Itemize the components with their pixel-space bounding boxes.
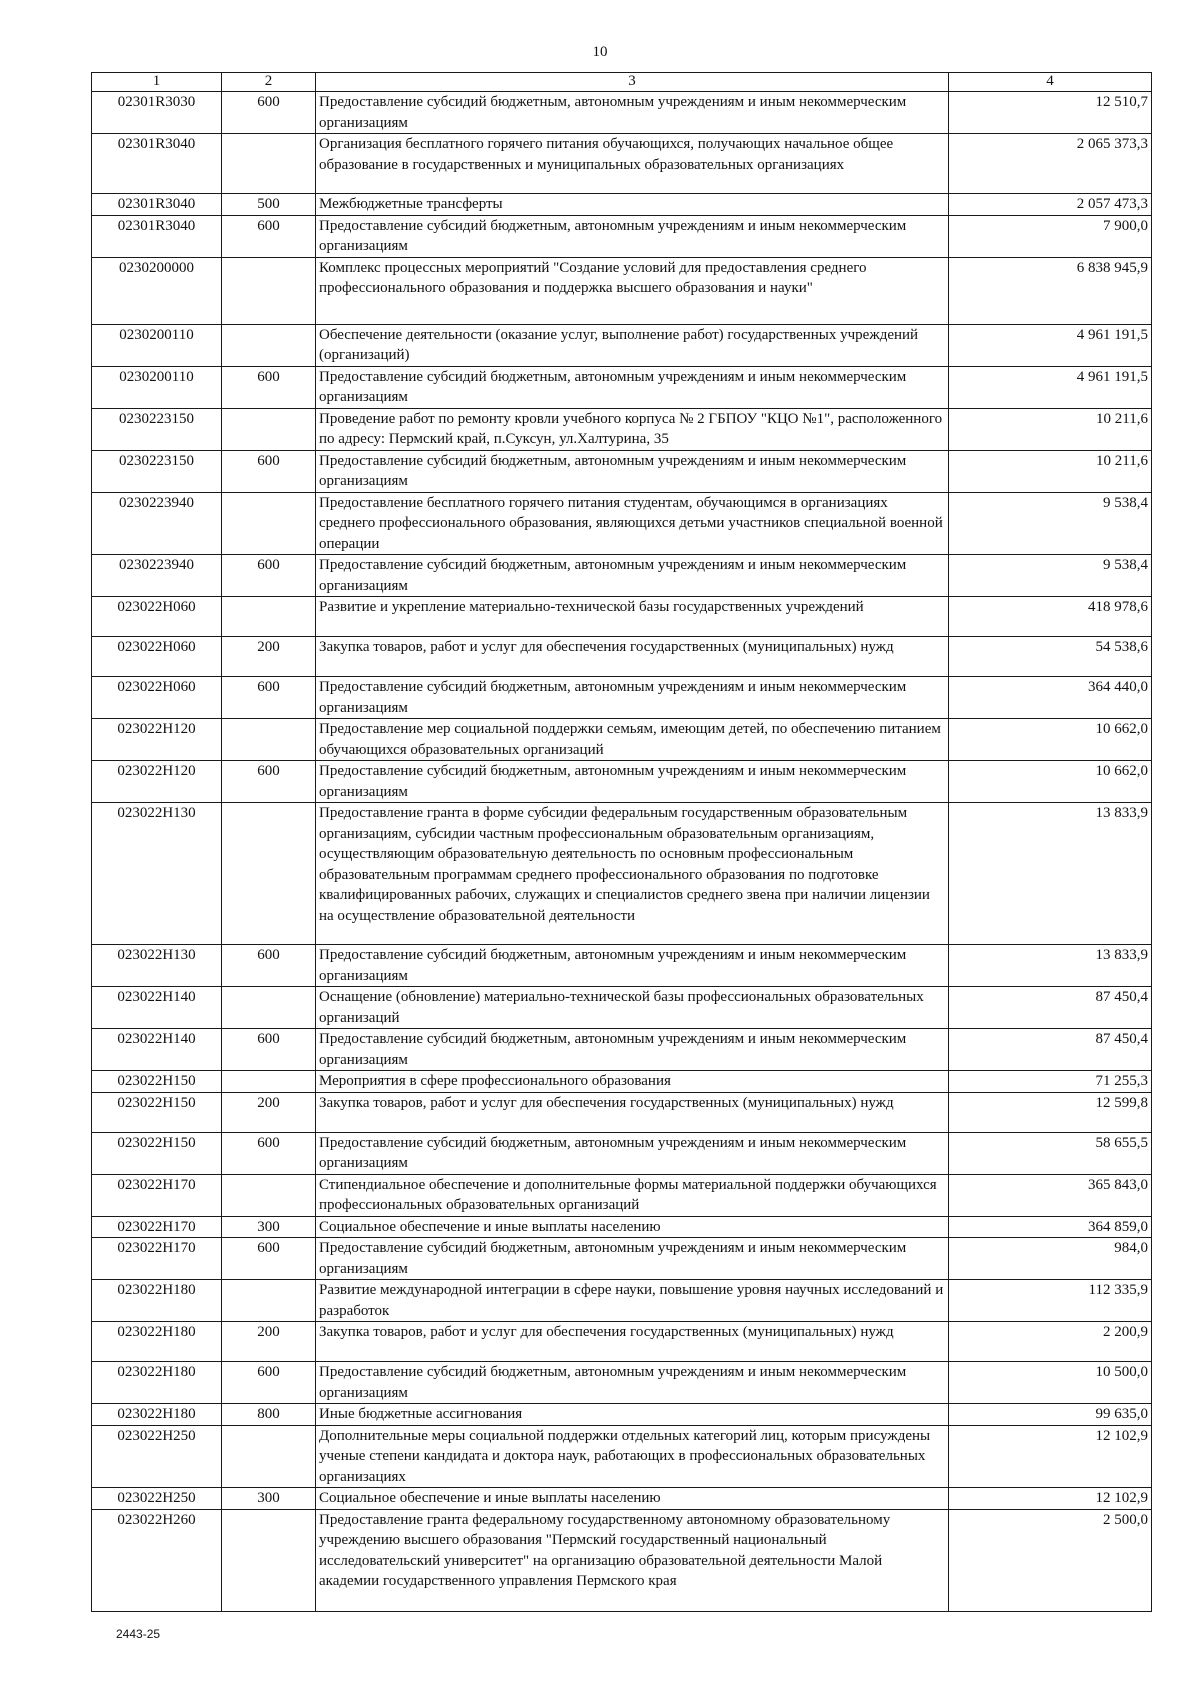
row-description: Закупка товаров, работ и услуг для обеспечения государственных (муниципальных) нужд <box>316 1092 949 1132</box>
table-body <box>92 92 1152 1612</box>
row-amount: 10 211,6 <box>949 450 1152 492</box>
row-expense-type <box>222 597 316 637</box>
row-description: Предоставление субсидий бюджетным, автономным учреждениям и иным некоммерческим организациям <box>316 1238 949 1280</box>
row-description: Закупка товаров, работ и услуг для обеспечения государственных (муниципальных) нужд <box>316 1322 949 1362</box>
row-code: 023022Н170 <box>92 1174 222 1216</box>
row-code: 023022Н150 <box>92 1092 222 1132</box>
row-description: Предоставление гранта федеральному государственному автономному образовательному учреждению высшего образования "Пермский государственный национальный исследовательский университет" на организацию образовательной деятельности Малой академии государственного управления Пермского края <box>316 1509 949 1611</box>
row-description: Организация бесплатного горячего питания обучающихся, получающих начальное общее образование в государственных и муниципальных образовательных организациях <box>316 134 949 194</box>
table-row <box>92 450 1152 492</box>
table-row <box>92 134 1152 194</box>
row-description: Обеспечение деятельности (оказание услуг, выполнение работ) государственных учреждений (организаций) <box>316 324 949 366</box>
row-code: 023022Н180 <box>92 1322 222 1362</box>
column-header-4: 4 <box>949 73 1152 92</box>
row-code: 023022Н140 <box>92 1029 222 1071</box>
row-code: 023022Н180 <box>92 1404 222 1426</box>
row-description: Социальное обеспечение и иные выплаты населению <box>316 1216 949 1238</box>
row-expense-type: 200 <box>222 637 316 677</box>
row-amount: 12 102,9 <box>949 1488 1152 1510</box>
row-expense-type <box>222 1280 316 1322</box>
row-amount: 364 859,0 <box>949 1216 1152 1238</box>
row-code: 02301R3040 <box>92 215 222 257</box>
row-description: Предоставление субсидий бюджетным, автономным учреждениям и иным некоммерческим организациям <box>316 945 949 987</box>
document-code: 2443-25 <box>116 1627 161 1641</box>
table-row <box>92 1404 1152 1426</box>
row-description: Мероприятия в сфере профессионального образования <box>316 1071 949 1093</box>
row-expense-type: 300 <box>222 1488 316 1510</box>
row-amount: 12 599,8 <box>949 1092 1152 1132</box>
row-expense-type: 300 <box>222 1216 316 1238</box>
row-description: Предоставление субсидий бюджетным, автономным учреждениям и иным некоммерческим организациям <box>316 1362 949 1404</box>
row-description: Предоставление субсидий бюджетным, автономным учреждениям и иным некоммерческим организациям <box>316 555 949 597</box>
row-code: 023022Н060 <box>92 597 222 637</box>
table-row <box>92 257 1152 324</box>
row-amount: 6 838 945,9 <box>949 257 1152 324</box>
table-row <box>92 1362 1152 1404</box>
table-row <box>92 1029 1152 1071</box>
table-row <box>92 987 1152 1029</box>
row-expense-type <box>222 987 316 1029</box>
row-amount: 984,0 <box>949 1238 1152 1280</box>
row-amount: 112 335,9 <box>949 1280 1152 1322</box>
row-code: 023022Н250 <box>92 1425 222 1488</box>
row-expense-type: 600 <box>222 1029 316 1071</box>
row-description: Предоставление субсидий бюджетным, автономным учреждениям и иным некоммерческим организациям <box>316 1029 949 1071</box>
row-expense-type: 600 <box>222 450 316 492</box>
row-description: Развитие и укрепление материально-технической базы государственных учреждений <box>316 597 949 637</box>
row-description: Предоставление гранта в форме субсидии федеральным государственным образовательным организациям, субсидии частным профессиональным образовательным организациям, осуществляющим образовательную деятельность по основным профессиональным образовательным программам среднего профессионального образования по подготовке квалифицированных рабочих, служащих и специалистов среднего звена при наличии лицензии на осуществление образовательной деятельности <box>316 803 949 945</box>
row-code: 0230223940 <box>92 555 222 597</box>
row-amount: 418 978,6 <box>949 597 1152 637</box>
table-row <box>92 945 1152 987</box>
row-code: 0230223150 <box>92 408 222 450</box>
column-header-1: 1 <box>92 73 222 92</box>
column-header-3: 3 <box>316 73 949 92</box>
row-description: Предоставление бесплатного горячего питания студентам, обучающимся в организациях среднего профессионального образования, являющихся детьми участников специальной военной операции <box>316 492 949 555</box>
row-code: 0230200000 <box>92 257 222 324</box>
row-expense-type <box>222 1425 316 1488</box>
table-row <box>92 194 1152 216</box>
row-code: 023022Н250 <box>92 1488 222 1510</box>
row-description: Предоставление субсидий бюджетным, автономным учреждениям и иным некоммерческим организациям <box>316 761 949 803</box>
row-code: 023022Н060 <box>92 677 222 719</box>
row-code: 02301R3040 <box>92 134 222 194</box>
row-amount: 87 450,4 <box>949 987 1152 1029</box>
row-expense-type: 200 <box>222 1092 316 1132</box>
table-row <box>92 761 1152 803</box>
row-expense-type: 800 <box>222 1404 316 1426</box>
table-row <box>92 1425 1152 1488</box>
row-code: 023022Н120 <box>92 761 222 803</box>
table-row <box>92 1092 1152 1132</box>
page-number: 10 <box>592 44 608 60</box>
table-row <box>92 1238 1152 1280</box>
row-code: 02301R3030 <box>92 92 222 134</box>
row-description: Стипендиальное обеспечение и дополнительные формы материальной поддержки обучающихся профессиональных образовательных организаций <box>316 1174 949 1216</box>
row-description: Проведение работ по ремонту кровли учебного корпуса № 2 ГБПОУ "КЦО №1", расположенного по адресу: Пермский край, п.Суксун, ул.Халтурина, 35 <box>316 408 949 450</box>
table-row <box>92 719 1152 761</box>
row-expense-type: 200 <box>222 1322 316 1362</box>
table-row <box>92 366 1152 408</box>
row-expense-type: 600 <box>222 945 316 987</box>
column-number-row <box>92 73 1152 92</box>
row-description: Предоставление субсидий бюджетным, автономным учреждениям и иным некоммерческим организациям <box>316 215 949 257</box>
row-code: 023022Н150 <box>92 1071 222 1093</box>
row-description: Предоставление субсидий бюджетным, автономным учреждениям и иным некоммерческим организациям <box>316 92 949 134</box>
row-expense-type <box>222 257 316 324</box>
row-amount: 2 065 373,3 <box>949 134 1152 194</box>
row-description: Социальное обеспечение и иные выплаты населению <box>316 1488 949 1510</box>
table-row <box>92 1280 1152 1322</box>
table-row <box>92 1322 1152 1362</box>
row-expense-type: 600 <box>222 1238 316 1280</box>
table-row <box>92 492 1152 555</box>
row-amount: 2 200,9 <box>949 1322 1152 1362</box>
row-expense-type <box>222 134 316 194</box>
row-expense-type: 600 <box>222 1362 316 1404</box>
table-row <box>92 1132 1152 1174</box>
row-code: 0230223150 <box>92 450 222 492</box>
table-row <box>92 555 1152 597</box>
row-expense-type <box>222 324 316 366</box>
row-code: 023022Н170 <box>92 1216 222 1238</box>
row-amount: 2 500,0 <box>949 1509 1152 1611</box>
row-code: 023022Н060 <box>92 637 222 677</box>
row-amount: 7 900,0 <box>949 215 1152 257</box>
row-amount: 9 538,4 <box>949 492 1152 555</box>
row-amount: 9 538,4 <box>949 555 1152 597</box>
table-row <box>92 1509 1152 1611</box>
row-expense-type <box>222 492 316 555</box>
row-code: 023022Н130 <box>92 945 222 987</box>
row-expense-type <box>222 1071 316 1093</box>
table-row <box>92 677 1152 719</box>
table-row <box>92 637 1152 677</box>
row-expense-type <box>222 803 316 945</box>
row-description: Дополнительные меры социальной поддержки отдельных категорий лиц, которым присуждены ученые степени кандидата и доктора наук, работающих в профессиональных образовательных организациях <box>316 1425 949 1488</box>
row-code: 023022Н140 <box>92 987 222 1029</box>
row-amount: 10 662,0 <box>949 719 1152 761</box>
row-description: Предоставление субсидий бюджетным, автономным учреждениям и иным некоммерческим организациям <box>316 1132 949 1174</box>
row-expense-type: 500 <box>222 194 316 216</box>
row-expense-type <box>222 1509 316 1611</box>
column-header-2: 2 <box>222 73 316 92</box>
table-row <box>92 215 1152 257</box>
row-expense-type: 600 <box>222 366 316 408</box>
row-code: 02301R3040 <box>92 194 222 216</box>
row-amount: 71 255,3 <box>949 1071 1152 1093</box>
row-amount: 12 102,9 <box>949 1425 1152 1488</box>
row-amount: 10 500,0 <box>949 1362 1152 1404</box>
row-expense-type <box>222 1174 316 1216</box>
table-row <box>92 408 1152 450</box>
row-amount: 13 833,9 <box>949 945 1152 987</box>
row-expense-type: 600 <box>222 215 316 257</box>
table-row <box>92 1071 1152 1093</box>
row-code: 0230200110 <box>92 366 222 408</box>
row-code: 0230200110 <box>92 324 222 366</box>
row-code: 023022Н180 <box>92 1362 222 1404</box>
row-code: 023022Н130 <box>92 803 222 945</box>
row-amount: 99 635,0 <box>949 1404 1152 1426</box>
row-code: 0230223940 <box>92 492 222 555</box>
row-description: Развитие международной интеграции в сфере науки, повышение уровня научных исследований и разработок <box>316 1280 949 1322</box>
row-description: Комплекс процессных мероприятий "Создание условий для предоставления среднего профессионального образования и поддержка высшего образования и науки" <box>316 257 949 324</box>
table-row <box>92 324 1152 366</box>
row-description: Предоставление субсидий бюджетным, автономным учреждениям и иным некоммерческим организациям <box>316 677 949 719</box>
row-amount: 364 440,0 <box>949 677 1152 719</box>
table-row <box>92 1488 1152 1510</box>
row-amount: 13 833,9 <box>949 803 1152 945</box>
row-description: Оснащение (обновление) материально-технической базы профессиональных образовательных организаций <box>316 987 949 1029</box>
row-expense-type: 600 <box>222 555 316 597</box>
row-description: Межбюджетные трансферты <box>316 194 949 216</box>
row-description: Закупка товаров, работ и услуг для обеспечения государственных (муниципальных) нужд <box>316 637 949 677</box>
row-amount: 54 538,6 <box>949 637 1152 677</box>
row-amount: 4 961 191,5 <box>949 366 1152 408</box>
row-expense-type <box>222 719 316 761</box>
row-amount: 58 655,5 <box>949 1132 1152 1174</box>
table-row <box>92 1174 1152 1216</box>
row-amount: 12 510,7 <box>949 92 1152 134</box>
row-amount: 2 057 473,3 <box>949 194 1152 216</box>
table-row <box>92 803 1152 945</box>
row-amount: 10 211,6 <box>949 408 1152 450</box>
row-amount: 87 450,4 <box>949 1029 1152 1071</box>
row-expense-type: 600 <box>222 761 316 803</box>
row-code: 023022Н180 <box>92 1280 222 1322</box>
row-description: Предоставление мер социальной поддержки семьям, имеющим детей, по обеспечению питанием обучающихся образовательных организаций <box>316 719 949 761</box>
row-expense-type: 600 <box>222 1132 316 1174</box>
row-description: Предоставление субсидий бюджетным, автономным учреждениям и иным некоммерческим организациям <box>316 450 949 492</box>
row-amount: 365 843,0 <box>949 1174 1152 1216</box>
row-expense-type: 600 <box>222 92 316 134</box>
row-code: 023022Н260 <box>92 1509 222 1611</box>
table-row <box>92 1216 1152 1238</box>
table-row <box>92 597 1152 637</box>
row-amount: 10 662,0 <box>949 761 1152 803</box>
row-expense-type <box>222 408 316 450</box>
row-code: 023022Н120 <box>92 719 222 761</box>
row-code: 023022Н150 <box>92 1132 222 1174</box>
row-code: 023022Н170 <box>92 1238 222 1280</box>
row-expense-type: 600 <box>222 677 316 719</box>
budget-table <box>91 72 1152 1612</box>
row-description: Предоставление субсидий бюджетным, автономным учреждениям и иным некоммерческим организациям <box>316 366 949 408</box>
row-description: Иные бюджетные ассигнования <box>316 1404 949 1426</box>
table-row <box>92 92 1152 134</box>
row-amount: 4 961 191,5 <box>949 324 1152 366</box>
